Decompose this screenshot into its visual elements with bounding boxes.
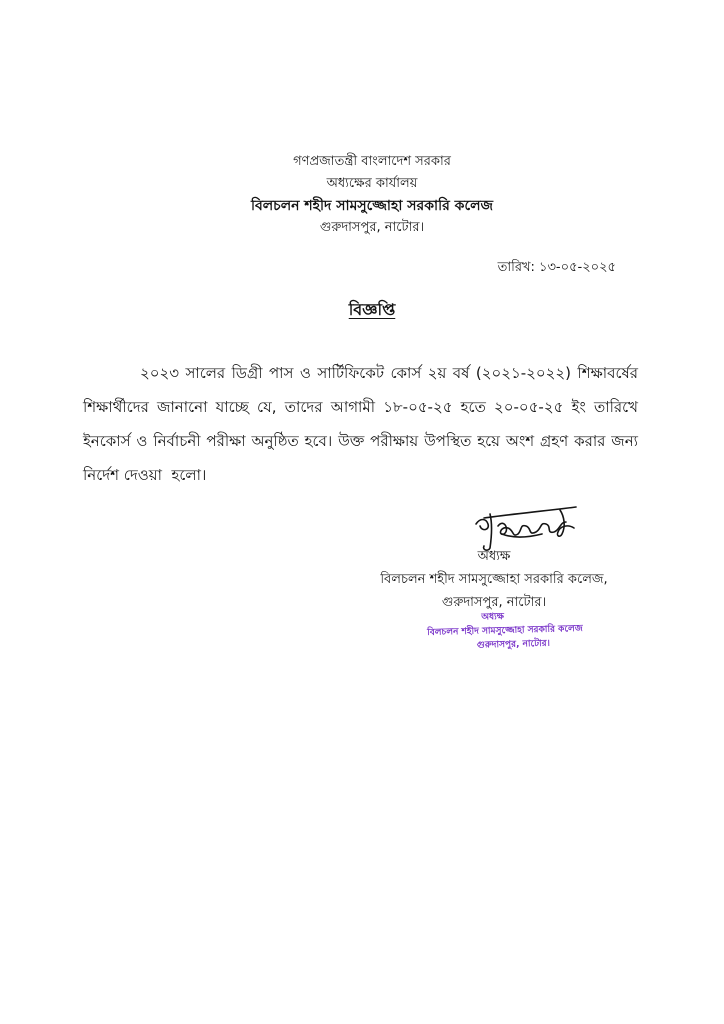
signatory-designation: অধ্যক্ষ [477,549,511,564]
college-address: গুরুদাসপুর, নাটোর। [319,220,425,235]
letterhead [122,151,622,239]
stamp-address: গুরুদাসপুর, নাটোর। [476,638,551,651]
college-name: বিলচলন শহীদ সামসুজ্জোহা সরকারি কলেজ [250,198,494,214]
body-line: ২০২৩ সালের ডিগ্রী পাস ও সার্টিফিকেট কোর্স ২য় বর্ষ (২০২১-২০২২) শিক্ষাবর্ষের [140,364,638,382]
body-line: ইনকোর্স ও নির্বাচনী পরীক্ষা অনুষ্ঠিত হবে। উক্ত পরীক্ষায় উপস্থিত হয়ে অংশ গ্রহণ করার জন্য [83,432,638,450]
office-name: অধ্যক্ষের কার্যালয় [326,176,418,191]
body-line: নির্দেশ দেওয়া হলো। [83,466,207,484]
stamp-college: বিলচলন শহীদ সামসুজ্জোহা সরকারি কলেজ [427,623,583,639]
signatory-college: বিলচলন শহীদ সামসুজ্জোহা সরকারি কলেজ, [380,572,608,587]
notice-title-wrapper [122,299,622,321]
signatory-block [364,545,624,614]
notice-title: বিজ্ঞপ্তি [348,300,396,319]
stamp-designation: অধ্যক্ষ [481,612,505,623]
notice-body [83,356,638,492]
body-line: শিক্ষার্থীদের জানানো যাচ্ছে যে, তাদের আগামী ১৮-০৫-২৫ হতে ২০-০৫-২৫ ইং তারিখে [83,398,638,416]
signatory-address: গুরুদাসপুর, নাটোর। [441,595,547,610]
notice-date: তারিখ: ১৩-০৫-২০২৫ [497,260,616,275]
government-name: গণপ্রজাতন্ত্রী বাংলাদেশ সরকার [293,154,451,169]
stamp [419,608,590,654]
